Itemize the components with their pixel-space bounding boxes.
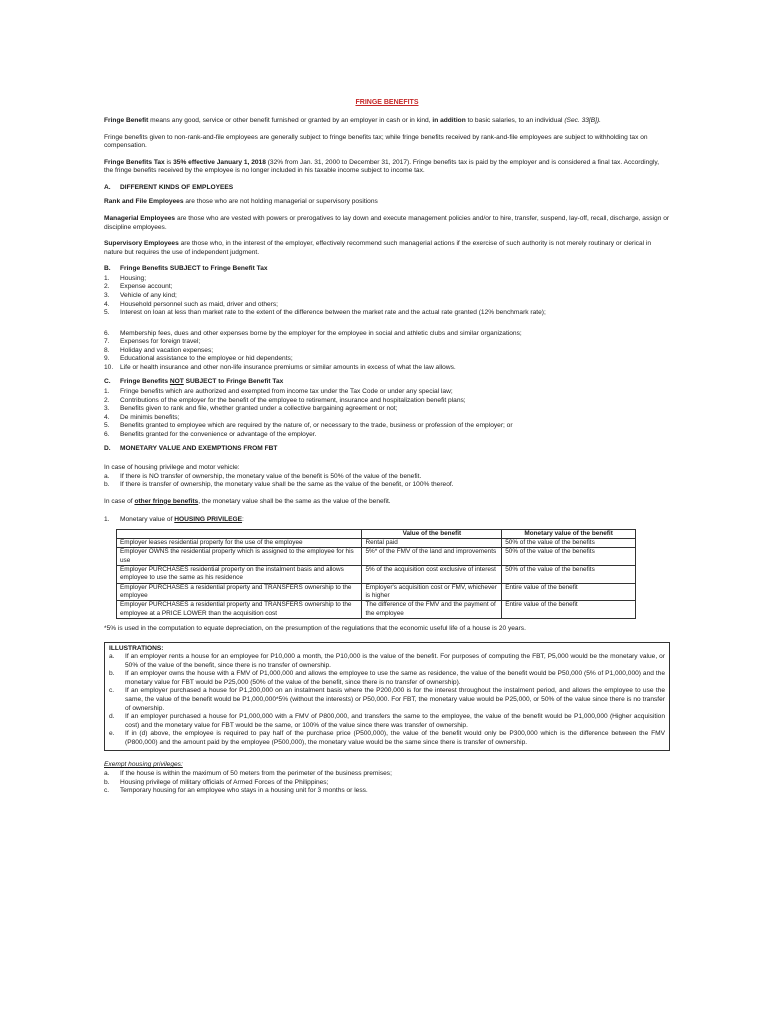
list-item [104,481,670,490]
list-item [104,364,670,373]
item-number: 4. [104,413,110,421]
list-item [104,338,670,347]
bold-rate: 35% effective January 1, 2018 [173,158,266,166]
text: Monetary value of [120,516,175,524]
exempt-list [104,770,670,796]
paragraph-supervisory [104,240,670,257]
column-header: Value of the benefit [362,529,502,538]
section-c-heading [104,378,670,387]
section-title: MONETARY VALUE AND EXEMPTIONS FROM FBT [120,445,278,453]
item-number: 5. [104,309,110,317]
paragraph-rank-file [104,198,670,207]
item-text: De minimis benefits; [120,413,180,421]
section-a-heading [104,184,670,193]
table-cell: Employer OWNS the residential property which is assigned to the employee for his use [117,548,362,566]
list-item [104,431,670,440]
item-text: Vehicle of any kind; [120,291,177,299]
item-text: Benefits given to rank and file, whether granted under a collective bargaining agreement or not; [120,405,398,413]
table-cell: Employer PURCHASES a residential property and TRANSFERS ownership to the employee [117,583,362,601]
list-item [104,388,670,397]
item-text: Benefits granted to employee which are required by the nature of, or necessary to the trade, business or profession of the employer; or [120,422,513,430]
table-cell: Entire value of the benefit [502,601,636,619]
footnote: *5% is used in the computation to equate depreciation, on the presumption of the regulations that the economic useful life of a house is 20 years. [104,625,526,633]
list-item [109,730,665,747]
item-text: If an employer purchased a house for P1,200,000 on an instalment basis where the P200,000 is for the interest throughout the instalment period, and allows the employee to use the same, the value of the benefit would be P1,000,000*5% (without the interests) or P50,000. For FBT, the monetary value would be P25,000, or 50% of the value since there is no transfer of ownership. [125,687,665,712]
text: , the monetary value shall be the same as the value of the benefit. [198,497,391,505]
item-number: d. [109,713,115,721]
item-number: a. [104,769,110,777]
item-number: 2. [104,396,110,404]
section-title: DIFFERENT KINDS OF EMPLOYEES [120,183,234,191]
item-number: 6. [104,430,110,438]
item-text: If an employer purchased a house for P1,000,000 with a FMV of P800,000, and transfers the same to the employee, the value of the benefit would be P1,000,000 (Higher acquisition cost) and the monetary value for FBT would be the same, or 100% of the value since there was transfer of ownership. [125,713,665,729]
table-cell: Entire value of the benefit [502,583,636,601]
item-text: Expenses for foreign travel; [120,338,201,346]
list-item [104,292,670,301]
section-letter: D. [104,445,111,453]
list-item [104,405,670,414]
table-cell: 5%* of the FMV of the land and improvements [362,548,502,566]
item-text: Interest on loan at less than market rate to the extent of the difference between the market rate and the actual rate granted (12% benchmark rate); [120,309,546,317]
page-title: FRINGE BENEFITS [355,99,419,106]
section-reference: (Sec. 33[B]). [564,117,601,125]
term-fbt: Fringe Benefits Tax [104,158,165,166]
table-cell: Employer leases residential property for the use of the employee [117,539,362,548]
list-item [104,397,670,406]
section-letter: C. [104,378,111,386]
list-item [104,422,670,431]
item-number: b. [104,778,110,786]
item-number: b. [104,481,110,489]
item-number: 7. [104,338,110,346]
text: : [242,516,244,524]
term-supervisory: Supervisory Employees [104,240,179,248]
item-number: 5. [104,422,110,430]
item-number: 3. [104,291,110,299]
document-content [104,98,670,802]
list-item [104,779,670,788]
table-row [117,583,636,601]
paragraph-fbt-rate [104,159,670,176]
list-item [104,355,670,364]
item-text: Educational assistance to the employee or hid dependents; [120,355,293,363]
text: In case of [104,497,135,505]
illustrations-heading: ILLUSTRATIONS: [109,644,164,652]
item-number: e. [109,730,115,738]
section-letter: B. [104,265,111,273]
table-header-row [117,529,636,538]
column-header [117,529,362,538]
not-subject-list [104,388,670,439]
bold-in-addition: in addition [432,117,466,125]
item-text: If the house is within the maximum of 50 meters from the perimeter of the business premises; [120,769,392,777]
column-header: Monetary value of the benefit [502,529,636,538]
term-fringe-benefit: Fringe Benefit [104,117,149,125]
item-number: b. [109,670,115,678]
subject-list-1 [104,275,670,318]
item-text: If an employer owns the house with a FMV of P1,000,000 and allows the employee to use the same as residence, the value of the benefit would be P50,000 (5% of P1,000,000) and the monetary value for FBT would be P25,000 (50% of the value of the benefit, since there is no transfer of ownership). [125,670,665,686]
text: (32% from Jan. 31, 2000 to December 31, 2017). Fringe benefits tax is paid by the employer and is considered a final tax. Accordingly, the fringe benefits received by the employee is no longer included in his taxable income subject to income tax. [104,158,660,175]
list-item [104,301,670,310]
table-row [117,566,636,584]
table-cell: The difference of the FMV and the payment of the employee [362,601,502,619]
item-text: Holiday and vacation expenses; [120,346,214,354]
list-item [104,283,670,292]
transfer-list [104,473,670,490]
list-item [104,770,670,779]
list-item [104,414,670,423]
item-number: 2. [104,283,110,291]
section-title: SUBJECT to Fringe Benefit Tax [183,378,284,386]
item-number: 3. [104,405,110,413]
term-rank-file: Rank and File Employees [104,198,184,206]
item-text: Expense account; [120,283,173,291]
item-number: 1. [104,388,110,396]
paragraph-tax-scope: Fringe benefits given to non-rank-and-file employees are generally subject to fringe benefits tax; while fringe benefits received by rank-and-file employees are subject to withholding tax on compensation. [104,133,648,150]
item-text: Fringe benefits which are authorized and exempted from income tax under the Tax Code or under any special law; [120,388,453,396]
table-cell: 5% of the acquisition cost exclusive of interest [362,566,502,584]
item-number: c. [109,687,115,695]
item-number: 6. [104,329,110,337]
list-item [109,653,665,670]
table-cell: Employer PURCHASES residential property on the instalment basis and allows employee to use the same as his residence [117,566,362,584]
item-text: If an employer rents a house for an employee for P10,000 a month, the P10,000 is the value of the benefit. For purposes of computing the FBT, P5,000 would be the monetary value, or 50% of the value of the benefit, since there is no transfer of ownership. [125,653,665,669]
item-number: 1. [104,516,110,524]
item-text: Membership fees, dues and other expenses borne by the employer for the employee in social and athletic clubs and similar organizations; [120,329,522,337]
text: means any good, service or other benefit furnished or granted by an employer in cash or in kind, [148,117,433,125]
list-item [104,275,670,284]
item-text: Benefits granted for the convenience or advantage of the employer. [120,430,317,438]
section-title-not: NOT [169,378,184,386]
item-number: c. [104,787,110,795]
text: are those who are not holding managerial or supervisory positions [183,198,378,206]
illustrations-list [109,653,665,747]
item-text: If there is transfer of ownership, the monetary value shall be the same as the value of the benefit, or 100% thereof. [120,481,454,489]
item-number: 10. [104,363,114,371]
table-cell: 50% of the value of the benefits [502,548,636,566]
list-item [104,347,670,356]
text: to basic salaries, to an individual [465,117,565,125]
item-text: Housing; [120,274,147,282]
housing-motor-lead: In case of housing privilege and motor vehicle: [104,463,240,471]
table-cell: Rental paid [362,539,502,548]
list-item [109,713,665,730]
text: are those who are vested with powers or prerogatives to lay down and execute management policies and/or to hire, transfer, suspend, lay-off, recall, discharge, assign or discipline employees. [104,215,670,231]
table-row [117,601,636,619]
paragraph-managerial [104,215,670,232]
housing-privilege-line [104,516,670,525]
item-number: 9. [104,355,110,363]
item-number: 8. [104,346,110,354]
section-d-heading [104,445,670,454]
table-cell: 50% of the value of the benefits [502,539,636,548]
item-number: a. [109,653,115,661]
table-row [117,548,636,566]
text: are those who, in the interest of the employer, effectively recommend such managerial actions if the exercise of such authority is not merely routinary or clerical in nature but requires the use of independent judgment. [104,240,652,256]
section-title: Fringe Benefits [120,378,170,386]
subject-list-2 [104,330,670,373]
term-other-benefits: other fringe benefits [134,497,199,505]
item-number: a. [104,472,110,480]
exempt-heading: Exempt housing privileges: [104,761,183,769]
illustrations-box [104,642,670,752]
section-letter: A. [104,183,111,191]
table-cell: 50% of the value of the benefits [502,566,636,584]
table-cell: Employer PURCHASES a residential property and TRANSFERS ownership to the employee at a PRICE LOWER than the acquisition cost [117,601,362,619]
item-text: Temporary housing for an employee who stays in a housing unit for 3 months or less. [120,787,368,795]
housing-privilege-table [116,529,636,619]
list-item [104,309,670,318]
list-item [104,330,670,339]
paragraph-fringe-benefit [104,117,670,126]
paragraph-other-benefits [104,498,670,507]
list-item [109,670,665,687]
item-text: Household personnel such as maid, driver and others; [120,300,278,308]
item-text: Contributions of the employer for the benefit of the employee to retirement, insurance and hospitalization benefit plans; [120,396,466,404]
list-item [104,787,670,796]
section-b-heading [104,265,670,274]
term-managerial: Managerial Employees [104,215,176,223]
list-item [104,473,670,482]
item-text: If there is NO transfer of ownership, the monetary value of the benefit is 50% of the value of the benefit. [120,472,422,480]
item-number: 1. [104,274,110,282]
section-title: Fringe Benefits SUBJECT to Fringe Benefit Tax [120,265,268,273]
item-text: If in (d) above, the employee is required to pay half of the purchase price (P500,000), the value of the benefit would only be P300,000 which is the difference between the FMV (P800,000) and the amount paid by the employee (P500,000), the monetary value would be the same since there is transfer of ownership. [125,730,665,746]
list-item [109,687,665,713]
table-cell: Employer's acquisition cost or FMV, whichever is higher [362,583,502,601]
text: is [164,158,174,166]
item-number: 4. [104,300,110,308]
item-text: Housing privilege of military officials of Armed Forces of the Philippines; [120,778,329,786]
table-row [117,539,636,548]
item-text: Life or health insurance and other non-life insurance premiums or similar amounts in excess of what the law allows. [120,363,456,371]
term-housing-privilege: HOUSING PRIVILEGE [174,516,243,524]
